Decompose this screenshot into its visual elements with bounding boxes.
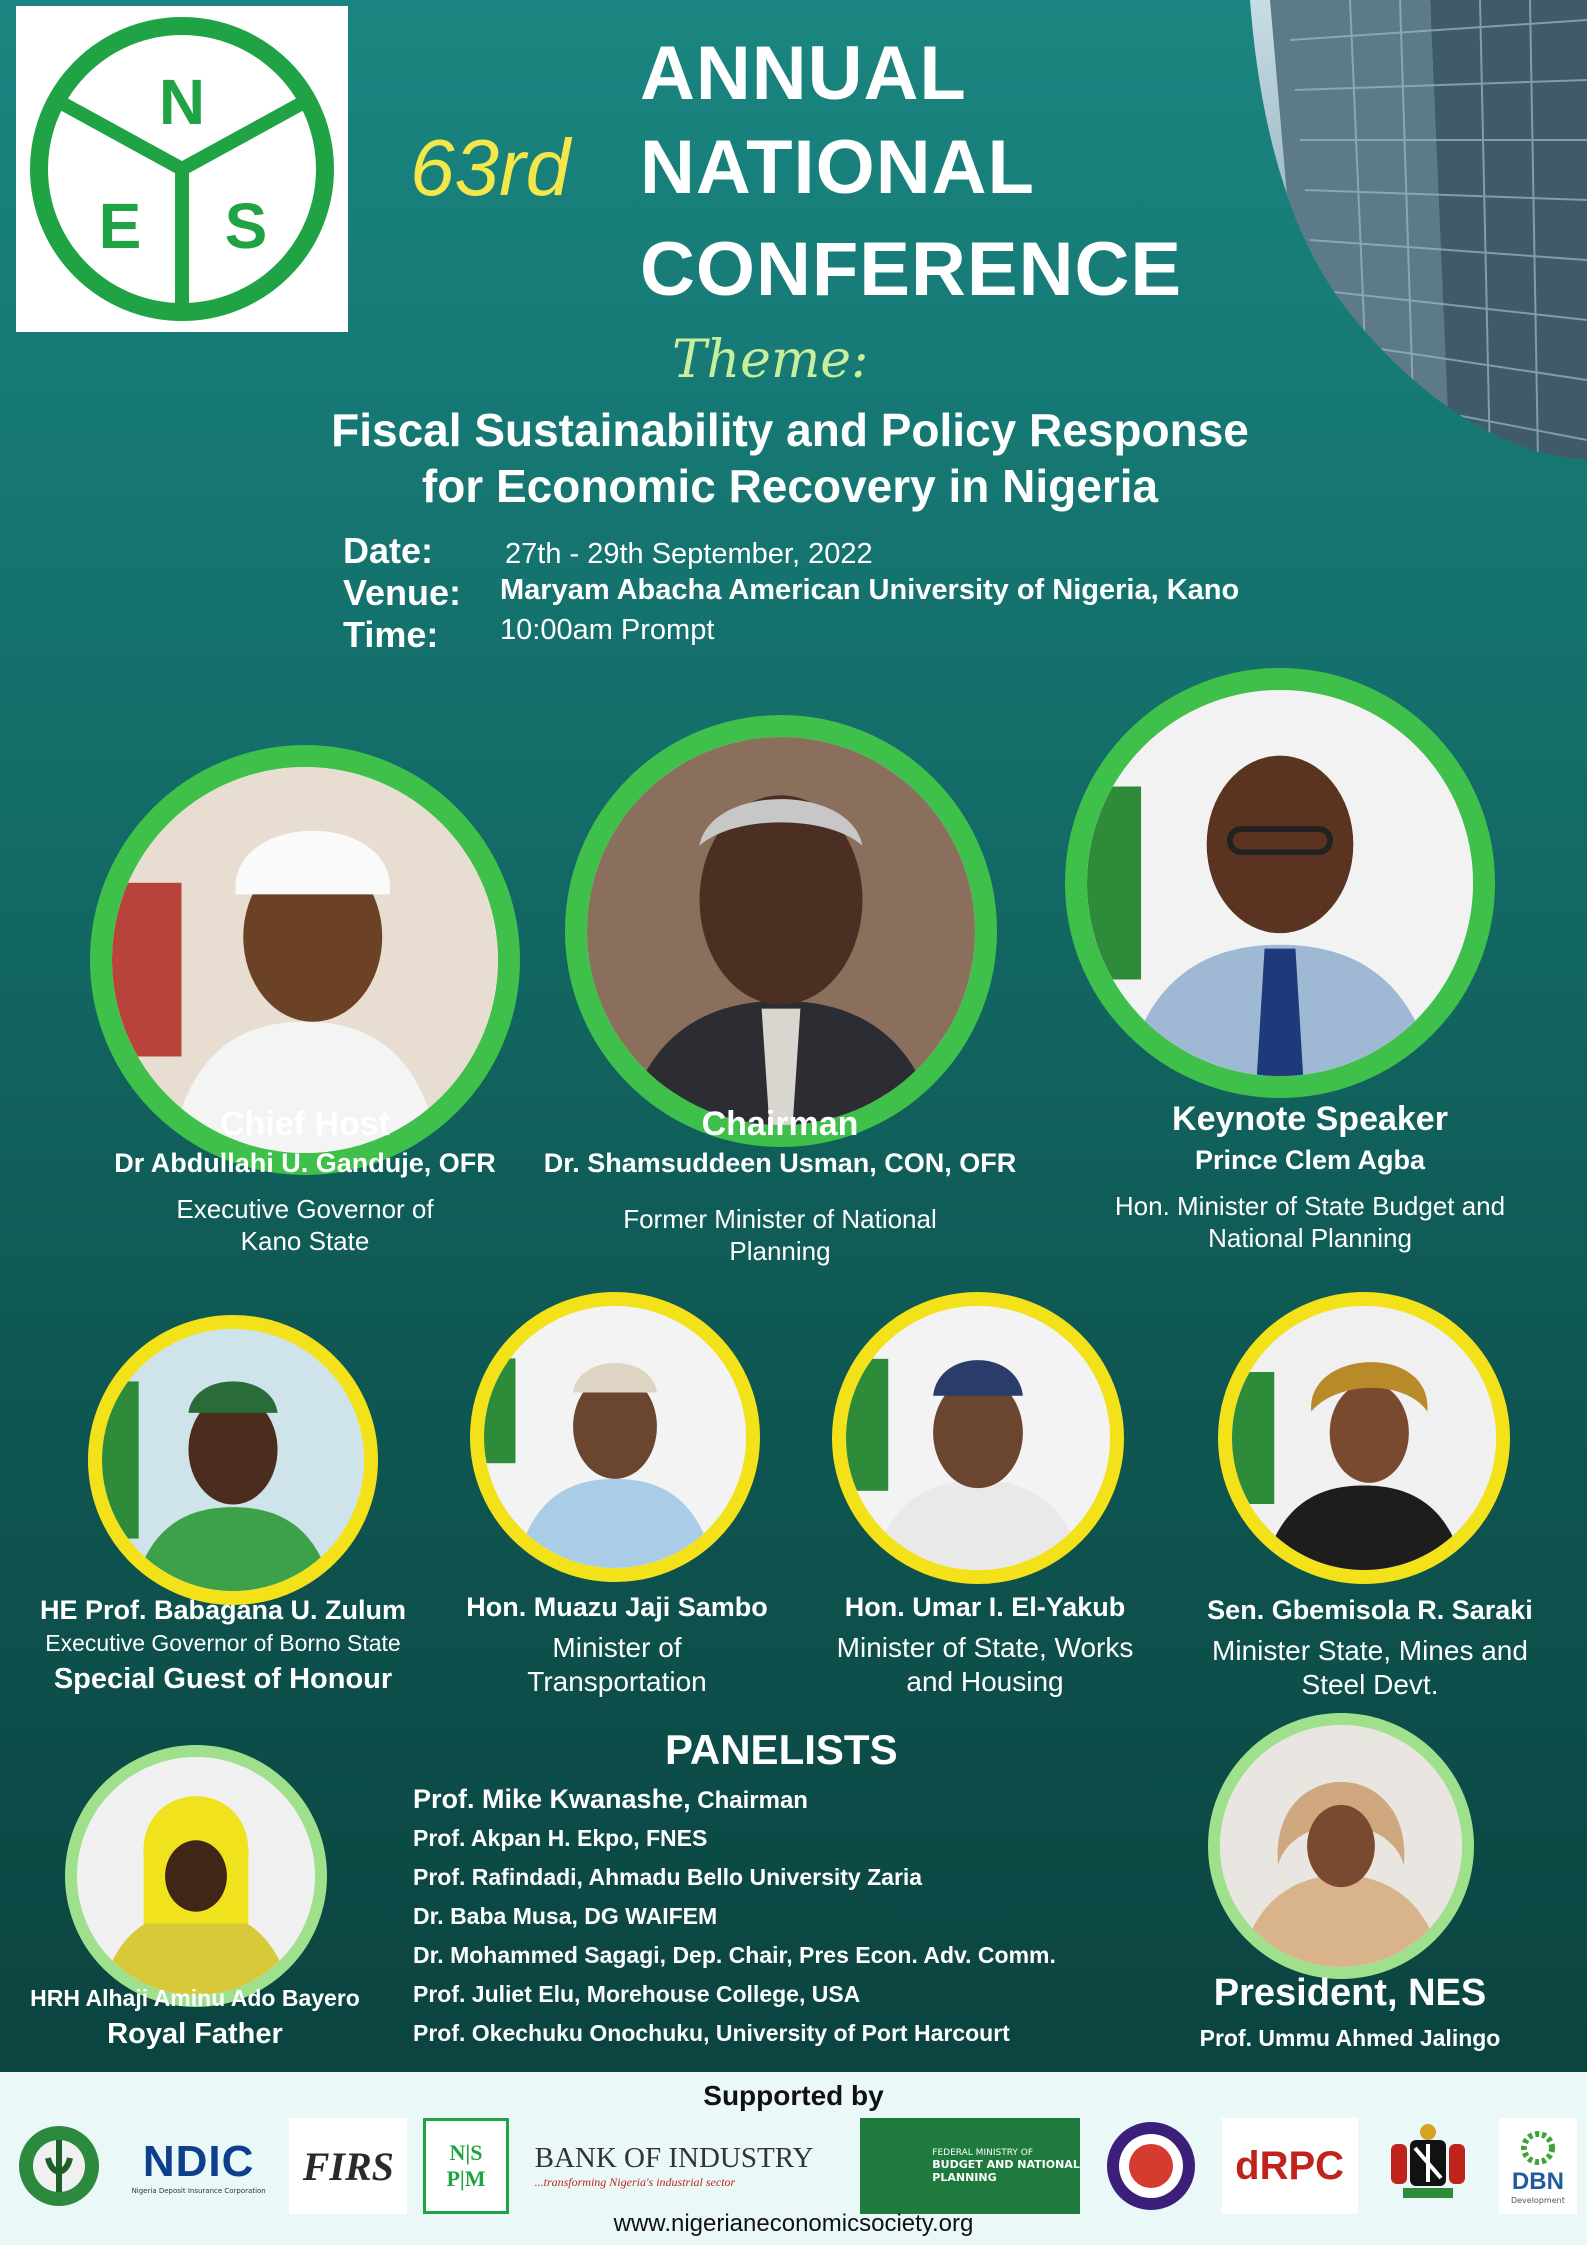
budget-last: PLANNING: [932, 2171, 997, 2184]
person-photo-icon: [587, 737, 975, 1125]
ndic-logo: [124, 2118, 274, 2214]
keynote-desc-2: National Planning: [1208, 1223, 1412, 1253]
caption-keynote-speaker: [1040, 1100, 1580, 1254]
caption-royal-father: [0, 1985, 390, 2051]
portrait-zulum: [88, 1315, 378, 1605]
sponsor-logos: [10, 2118, 1577, 2214]
person-photo-icon: [102, 1329, 364, 1591]
building-photo: [1250, 0, 1587, 460]
budget-ministry-logo: [860, 2118, 1080, 2214]
nspm-logo: [423, 2118, 509, 2214]
person-photo-icon: [1220, 1725, 1462, 1967]
theme-label: Theme:: [672, 330, 869, 390]
portrait-royal-father: [65, 1745, 327, 2007]
nspm-top: N|S: [449, 2140, 483, 2165]
coat-of-arms-icon: [1373, 2118, 1483, 2214]
theme-line-1: Fiscal Sustainability and Policy Response: [331, 404, 1249, 456]
portrait-saraki: [1218, 1292, 1510, 1584]
saraki-name: Sen. Gbemisola R. Saraki: [1207, 1595, 1533, 1625]
caption-zulum: [0, 1595, 446, 1696]
ndic-subtext: Nigeria Deposit Insurance Corporation: [131, 2187, 266, 2195]
panelists-list: [413, 1780, 1056, 2053]
nes-logo: [16, 6, 348, 332]
zulum-title: Special Guest of Honour: [53, 1663, 393, 1695]
edition-label: 63rd: [410, 123, 571, 212]
boi-subtext: ...transforming Nigeria's industrial sector: [534, 2175, 736, 2189]
person-photo-icon: [1232, 1306, 1496, 1570]
royal-father-name: HRH Alhaji Aminu Ado Bayero: [30, 1985, 360, 2011]
chief-host-name: Dr Abdullahi U. Ganduje, OFR: [114, 1148, 496, 1178]
panelist-item: Prof. Juliet Elu, Morehouse College, USA: [413, 1981, 861, 2007]
supported-by-label: Supported by: [703, 2080, 884, 2111]
dbn-text: DBN: [1511, 2167, 1564, 2195]
date-value: 27th - 29th September, 2022: [505, 538, 873, 570]
panelist-item: Prof. Okechuku Onochuku, University of Port Harcourt: [413, 2020, 1010, 2046]
drpc-logo: [1222, 2118, 1358, 2214]
chairman-desc-2: Planning: [729, 1236, 831, 1266]
cbn-emblem-icon: [10, 2118, 108, 2214]
caption-chief-host: [40, 1105, 570, 1257]
president-name: Prof. Ummu Ahmed Jalingo: [1199, 2025, 1501, 2051]
theme-text: [200, 402, 1380, 514]
portrait-president: [1208, 1713, 1474, 1979]
panelist-item: Prof. Akpan H. Ekpo, FNES: [413, 1825, 708, 1851]
cbn-logo: [10, 2118, 108, 2214]
panelist-item: Dr. Mohammed Sagagi, Dep. Chair, Pres Econ. Adv. Comm.: [413, 1942, 1056, 1968]
panelist-item: Prof. Rafindadi, Ahmadu Bello University Zaria: [413, 1864, 923, 1890]
panelist-chair-suffix: Chairman: [690, 1787, 808, 1814]
caption-sambo: [447, 1592, 787, 1699]
budget-top: FEDERAL MINISTRY OF: [932, 2148, 1033, 2158]
title-line-annual: ANNUAL: [640, 31, 967, 116]
university-seal-icon: [1096, 2118, 1206, 2214]
website-url[interactable]: www.nigerianeconomicsociety.org: [613, 2210, 974, 2237]
coat-of-arms-logo: [1373, 2118, 1483, 2214]
chief-host-role: Chief Host: [220, 1105, 390, 1143]
keynote-name: Prince Clem Agba: [1194, 1145, 1426, 1175]
maaun-logo: [1096, 2118, 1206, 2214]
venue-value: Maryam Abacha American University of Nigeria, Kano: [500, 574, 1240, 606]
ndic-text: NDIC: [142, 2137, 255, 2186]
portrait-el-yakub: [832, 1292, 1124, 1584]
drpc-text: dRPC: [1235, 2143, 1345, 2188]
firs-text: FIRS: [302, 2143, 394, 2189]
dbn-emblem-icon: [1508, 2128, 1568, 2168]
chairman-role: Chairman: [701, 1105, 859, 1143]
chief-host-desc-2: Kano State: [240, 1226, 370, 1256]
president-title: President, NES: [1213, 1972, 1487, 2014]
caption-president: [1160, 1972, 1540, 2052]
boi-text: BANK OF INDUSTRY: [534, 2142, 814, 2174]
portrait-sambo: [470, 1292, 760, 1582]
sambo-name: Hon. Muazu Jaji Sambo: [466, 1592, 768, 1622]
sambo-desc-1: Minister of: [552, 1632, 682, 1663]
person-photo-icon: [112, 767, 498, 1153]
nes-logo-icon: [16, 6, 348, 332]
logo-letter-e: E: [98, 190, 142, 262]
saraki-desc-2: Steel Devt.: [1301, 1669, 1439, 1700]
royal-father-title: Royal Father: [107, 2018, 283, 2050]
panelist-item: Dr. Baba Musa, DG WAIFEM: [413, 1903, 718, 1929]
chairman-desc-1: Former Minister of National: [623, 1204, 937, 1234]
person-photo-icon: [846, 1306, 1110, 1570]
person-photo-icon: [1087, 690, 1473, 1076]
firs-logo: [289, 2118, 407, 2214]
caption-saraki: [1170, 1595, 1570, 1702]
theme-line-2: for Economic Recovery in Nigeria: [421, 460, 1159, 512]
chief-host-desc-1: Executive Governor of: [176, 1194, 434, 1224]
dbn-subtext: Development: [1510, 2195, 1565, 2205]
sambo-desc-2: Transportation: [527, 1666, 707, 1697]
portrait-keynote-speaker: [1065, 668, 1495, 1098]
boi-logo: [525, 2118, 845, 2214]
title-line-conference: CONFERENCE: [640, 227, 1183, 312]
caption-chairman: [520, 1105, 1040, 1267]
budget-main: BUDGET AND NATIONAL: [932, 2158, 1080, 2171]
el-yakub-name: Hon. Umar I. El-Yakub: [844, 1592, 1126, 1622]
caption-el-yakub: [805, 1592, 1165, 1699]
person-photo-icon: [77, 1757, 315, 1995]
zulum-name: HE Prof. Babagana U. Zulum: [39, 1595, 407, 1625]
logo-letter-s: S: [224, 190, 268, 262]
keynote-desc-1: Hon. Minister of State Budget and: [1114, 1191, 1506, 1221]
venue-label: Venue:: [343, 572, 462, 613]
date-label: Date:: [343, 530, 434, 571]
keynote-role: Keynote Speaker: [1172, 1100, 1448, 1138]
panelists-heading: PANELISTS: [665, 1726, 898, 1773]
el-yakub-desc-1: Minister of State, Works: [836, 1632, 1134, 1663]
panelist-chair: [413, 1780, 1056, 1819]
portrait-chairman: [565, 715, 997, 1147]
person-photo-icon: [484, 1306, 746, 1568]
saraki-desc-1: Minister State, Mines and: [1212, 1635, 1528, 1666]
title-line-national: NATIONAL: [640, 125, 1035, 210]
zulum-desc: Executive Governor of Borno State: [45, 1630, 401, 1656]
panelist-chair-name: Prof. Mike Kwanashe,: [413, 1784, 691, 1814]
time-value: 10:00am Prompt: [500, 614, 715, 646]
logo-letter-n: N: [158, 66, 206, 138]
time-label: Time:: [343, 614, 439, 655]
nspm-bottom: P|M: [446, 2166, 486, 2191]
chairman-name: Dr. Shamsuddeen Usman, CON, OFR: [543, 1148, 1017, 1178]
el-yakub-desc-2: and Housing: [906, 1666, 1064, 1697]
dbn-logo: [1499, 2118, 1577, 2214]
